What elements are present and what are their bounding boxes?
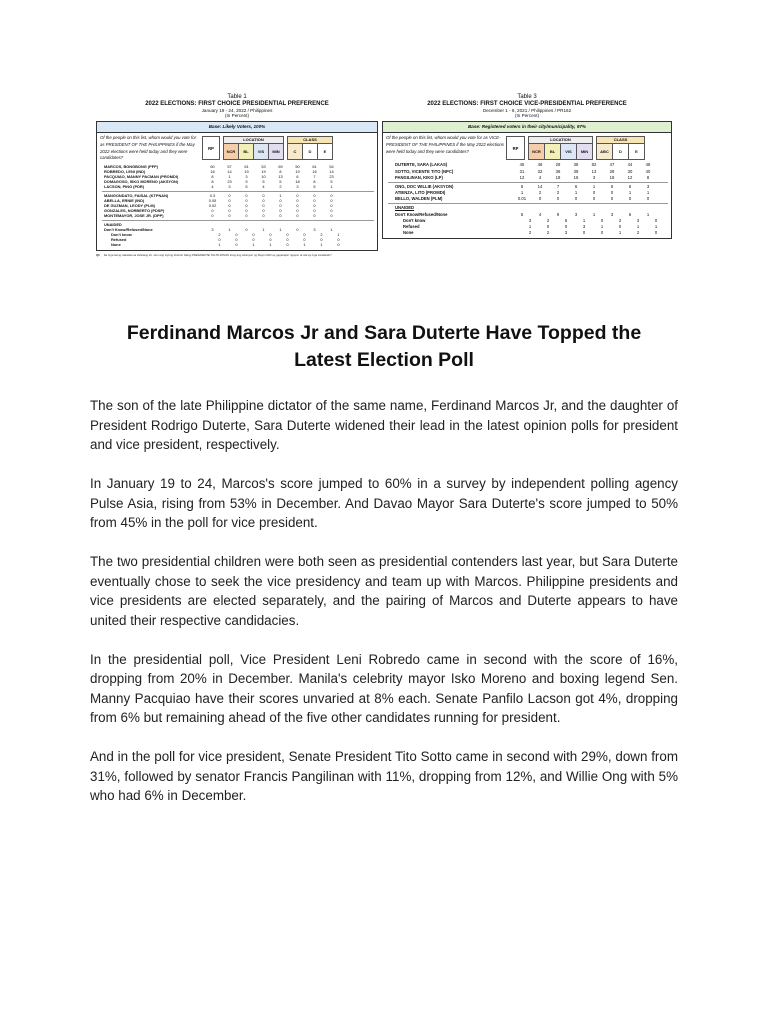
table-cell: 0 — [303, 231, 306, 237]
table-cell: 8 — [211, 179, 214, 185]
table-presidential-preference — [96, 94, 378, 257]
table-cell: 1 — [228, 226, 231, 232]
row-label: BELLO, WALDEN (PLM) — [395, 196, 443, 202]
table-cell: 1 — [218, 242, 221, 248]
column-class-abc: ABC — [596, 143, 612, 160]
table-cell: 0 — [228, 213, 231, 219]
table-cell: 30 — [627, 168, 633, 174]
table-cell: 2 — [279, 184, 282, 190]
table-cell: 0 — [330, 197, 333, 203]
table-cell: 0 — [245, 192, 248, 198]
table-cell: 1 — [528, 224, 532, 230]
row-label: ATIENZA, LITO (PROMDI) — [395, 190, 446, 196]
row-label: Refused — [111, 237, 127, 243]
table-cell: 0 — [286, 242, 289, 248]
column-headers — [506, 136, 648, 160]
table-vice-presidential-preference — [382, 94, 672, 239]
table-cell: 18 — [555, 174, 561, 180]
table-cell: 0 — [269, 237, 272, 243]
table-cell: 2 — [618, 217, 622, 223]
table-cell: 9 — [556, 211, 560, 217]
table-cell: 0 — [279, 208, 282, 214]
row-label: PACQUIAO, MANNY PACMAN (PROMDI) — [104, 174, 179, 180]
table-cell: 1 — [279, 226, 282, 232]
table-cell: 61 — [312, 163, 317, 169]
table-cell: 0 — [211, 213, 214, 219]
table-cell: 3 — [646, 183, 650, 189]
row-divider — [388, 203, 668, 204]
table-cell: 3 — [528, 217, 532, 223]
row-label: Don't know — [403, 217, 426, 223]
table-cell: 69 — [278, 163, 283, 169]
table-title: 2022 ELECTIONS: FIRST CHOICE PRESIDENTIAL PREFERENCE — [145, 100, 329, 107]
location-group-label: LOCATION — [528, 136, 593, 143]
table-cell: 19 — [244, 168, 249, 174]
table-cell: 1 — [646, 190, 650, 196]
table-row — [383, 230, 671, 236]
table-cell: 5 — [313, 184, 316, 190]
table-cell: 0 — [313, 208, 316, 214]
table-cell: 61 — [244, 163, 249, 169]
table-cell: 53 — [261, 163, 266, 169]
footnote-mark: Q6 — [96, 252, 100, 257]
article-body — [90, 396, 678, 825]
table-cell: 28 — [555, 162, 561, 168]
row-divider — [388, 182, 668, 183]
table-cell: 0 — [296, 197, 299, 203]
table-cell: 12 — [627, 174, 633, 180]
table-cell: 0 — [245, 197, 248, 203]
table-cell: 0 — [313, 192, 316, 198]
table-cell: 3 — [610, 211, 614, 217]
table-cell: 0 — [245, 203, 248, 209]
row-label: UNAIDED — [104, 221, 122, 227]
table-cell: 0 — [546, 224, 550, 230]
table-cell: 2 — [538, 190, 542, 196]
table-cell: 8 — [211, 174, 214, 180]
table-cell: 13 — [591, 168, 597, 174]
table-cell: 3 — [592, 174, 596, 180]
row-label: PANGILINAN, KIKO (LP) — [395, 174, 443, 180]
table-cell: 8 — [646, 174, 650, 180]
table-cell: 0 — [235, 231, 238, 237]
table-cell: 6 — [628, 183, 632, 189]
class-group — [596, 136, 645, 160]
row-label: DOMAGOSO, ISKO MORENO (AKSYON) — [104, 179, 179, 185]
table-cell: 0 — [228, 197, 231, 203]
table-row — [383, 196, 671, 202]
table-cell: 6 — [628, 211, 632, 217]
table-cell: 3 — [564, 230, 568, 236]
table-cell: 40 — [645, 168, 651, 174]
row-label: Don't Know/Refused/None — [395, 211, 448, 217]
location-group-label: LOCATION — [223, 136, 284, 143]
table-cell: 0 — [279, 213, 282, 219]
table-unit: (In Percent) — [515, 113, 539, 119]
article-paragraph: The son of the late Philippine dictator of the same name, Ferdinand Marcos Jr, and the daughter of President Rodrigo Duterte, Sara Duterte widened their lead in the latest opinion polls for president and vice president, respectively. — [90, 398, 678, 452]
table-row — [383, 175, 671, 181]
row-label: Don't Know/Refused/None — [104, 226, 153, 232]
table-cell: 0 — [252, 231, 255, 237]
table-cell: 0 — [262, 197, 265, 203]
table-cell: 0 — [262, 192, 265, 198]
column-class-e: E — [317, 143, 333, 160]
table-cell: 1 — [520, 190, 524, 196]
table-cell: 0 — [592, 196, 596, 202]
table-cell: 0.01 — [517, 196, 527, 202]
table-cell: 47 — [609, 162, 615, 168]
table-cell: 0 — [628, 196, 632, 202]
table-row — [97, 242, 377, 247]
table-cell: 0 — [330, 213, 333, 219]
table-cell: 1 — [654, 224, 658, 230]
row-label: ROBREDO, LENI (IND) — [104, 168, 146, 174]
table-cell: 5 — [279, 179, 282, 185]
row-label: UNAIDED — [395, 205, 415, 211]
table-cell: 23 — [227, 179, 232, 185]
table-cell: 46 — [537, 162, 543, 168]
table-header-row — [97, 133, 377, 161]
table-cell: 3 — [211, 226, 214, 232]
table-caption — [382, 94, 672, 118]
table-subtitle: January 19 - 24, 2022 / Philippines — [201, 107, 273, 113]
table-cell: 6 — [574, 183, 578, 189]
column-class-d: D — [302, 143, 317, 160]
table-cell: 1 — [600, 224, 604, 230]
table-cell: 0 — [296, 203, 299, 209]
row-label: MONTEMAYOR, JOSE JR. (DPP) — [104, 213, 164, 219]
table-cell: 0 — [228, 208, 231, 214]
table-cell: 1 — [582, 217, 586, 223]
table-cell: 0 — [646, 196, 650, 202]
table-cell: 1 — [262, 226, 265, 232]
row-label: Refused — [403, 224, 420, 230]
table-cell: 0 — [337, 237, 340, 243]
table-cell: 0 — [313, 197, 316, 203]
table-cell: 1 — [320, 242, 323, 248]
table-cell: 1 — [330, 226, 333, 232]
table-cell: 6 — [610, 183, 614, 189]
table-cell: 0 — [245, 208, 248, 214]
column-bl: BL — [544, 143, 560, 160]
poll-tables-figure — [96, 94, 672, 308]
table-number: Table 3 — [517, 94, 537, 100]
table-cell: 7 — [313, 174, 316, 180]
table-cell: 0 — [296, 213, 299, 219]
table-cell: 1 — [618, 230, 622, 236]
table-cell: 3 — [296, 184, 299, 190]
table-cell: 0 — [574, 196, 578, 202]
table-cell: 0 — [556, 196, 560, 202]
table-cell: 18 — [609, 174, 615, 180]
row-label: None — [111, 242, 121, 248]
table-number: Table 1 — [227, 94, 247, 100]
table-cell: 16 — [210, 168, 215, 174]
table-cell: 0 — [654, 217, 658, 223]
table-cell: 0 — [269, 231, 272, 237]
table-row — [97, 213, 377, 218]
table-cell: 1 — [228, 174, 231, 180]
column-ncr: NCR — [223, 143, 238, 160]
table-cell: 0 — [330, 203, 333, 209]
table-cell: 4 — [211, 184, 214, 190]
table-row — [97, 184, 377, 189]
footnote-text: Sa mga taong nakatala sa listahang ito, sino ang inyong iboboto bilang PRESIDENTE NG PILIPINAS kung ang eleksyon ng Mayo 2022 ay gaganapin ngayon at sila ay mga kandidato? — [103, 252, 332, 257]
table-frame — [382, 121, 672, 239]
table-cell: 3 — [582, 224, 586, 230]
table-cell: 3 — [313, 226, 316, 232]
table-cell: 0 — [262, 208, 265, 214]
row-label: GONZALES, NORBERTO (PDSP) — [104, 208, 165, 214]
table-cell: 2 — [636, 230, 640, 236]
table-cell: 0 — [610, 190, 614, 196]
table-cell: 23 — [329, 174, 334, 180]
table-cell: 5 — [520, 211, 524, 217]
table-cell: 0 — [245, 226, 248, 232]
table-cell: 8 — [279, 168, 282, 174]
column-class-d: D — [612, 143, 628, 160]
table-cell: 16 — [573, 174, 579, 180]
table-cell: 44 — [627, 162, 633, 168]
table-cell: 1 — [252, 242, 255, 248]
table-cell: 31 — [519, 168, 525, 174]
table-cell: 1 — [279, 192, 282, 198]
table-cell: 0 — [235, 237, 238, 243]
table-cell: 2 — [556, 190, 560, 196]
column-class-c: C — [287, 143, 302, 160]
table-cell: 0.02 — [208, 203, 217, 209]
table-cell: 38 — [573, 162, 579, 168]
column-class-e: E — [628, 143, 645, 160]
table-cell: 0 — [286, 231, 289, 237]
table-cell: 14 — [329, 168, 334, 174]
table-cell: 0 — [610, 196, 614, 202]
table-cell: 0 — [228, 203, 231, 209]
table-cell: 7 — [556, 183, 560, 189]
table-cell: 0 — [303, 237, 306, 243]
table-cell: 0 — [279, 197, 282, 203]
row-label: ONG, DOC WILLIE (AKSYON) — [395, 183, 454, 189]
table-base-bar: Base: Likely Voters, 100% — [97, 122, 377, 133]
article-headline: Ferdinand Marcos Jr and Sara Duterte Have Topped the Latest Election Poll — [126, 322, 642, 371]
table-cell: 0 — [654, 230, 658, 236]
table-cell: 0 — [337, 242, 340, 248]
table-cell: 50 — [295, 163, 300, 169]
table-cell: 4 — [262, 184, 265, 190]
table-cell: 10 — [261, 174, 266, 180]
table-cell: 54 — [329, 163, 334, 169]
table-header-row — [383, 133, 671, 160]
article-paragraph: And in the poll for vice president, Senate President Tito Sotto came in second with 29%, down from 31%, followed by senator Francis Pangilinan with 11%, dropping from 12%, and Willie Ong with 5% who had 6% in December. — [90, 749, 678, 803]
row-label: ABELLA, ERNIE (IND) — [104, 197, 145, 203]
table-subtitle: December 1 - 6, 2021 / Philippines / PR162 — [482, 107, 572, 113]
table-cell: 2 — [546, 217, 550, 223]
table-body — [383, 160, 671, 238]
table-cell: 1 — [592, 211, 596, 217]
column-bl: BL — [238, 143, 253, 160]
table-cell: 0 — [262, 203, 265, 209]
table-cell: 6 — [564, 217, 568, 223]
table-cell: 8 — [313, 179, 316, 185]
table-cell: 14 — [227, 168, 232, 174]
row-label: DUTERTE, SARA (LAKAS) — [395, 162, 448, 168]
table-cell: 12 — [519, 174, 525, 180]
location-group — [223, 136, 284, 160]
row-label: Don't know — [111, 231, 132, 237]
table-cell: 28 — [609, 168, 615, 174]
table-cell: 0 — [582, 230, 586, 236]
article-paragraph: In the presidential poll, Vice President Leni Robredo came in second with the score of 16%, dropping from 20% in December. Manila's celebrity mayor Isko Moreno and boxing legend Sen. Manny Pacquiao have their scores unvaried at 8% each. Senate Panfilo Lacson got 4%, dropping from 6% but remaining ahead of the five other candidates running for president. — [90, 651, 678, 725]
table-cell: 0 — [600, 217, 604, 223]
table-cell: 6 — [520, 183, 524, 189]
row-label: DE GUZMAN, LEODY (PLM) — [104, 203, 155, 209]
row-label: LACSON, PING (PDR) — [104, 184, 144, 190]
table-base-bar: Base: Registered voters in their city/municipality, 97% — [383, 122, 671, 133]
table-cell: 0 — [296, 208, 299, 214]
table-caption — [96, 94, 378, 118]
table-cell: 0 — [618, 224, 622, 230]
table-cell: 2 — [218, 231, 221, 237]
table-cell: 0 — [296, 192, 299, 198]
table-cell: 1 — [303, 242, 306, 248]
table-cell: 2 — [320, 231, 323, 237]
table-cell: 32 — [537, 168, 543, 174]
table-cell: 5 — [330, 179, 333, 185]
row-divider — [102, 191, 374, 192]
table-cell: 3 — [245, 174, 248, 180]
row-label: None — [403, 230, 414, 236]
table-cell: 39 — [573, 168, 579, 174]
table-unit: (In Percent) — [225, 113, 249, 119]
column-ncr: NCR — [528, 143, 544, 160]
table-cell: 16 — [312, 168, 317, 174]
table-cell: 18 — [295, 179, 300, 185]
table-cell: 0 — [235, 242, 238, 248]
table-cell: 6 — [296, 174, 299, 180]
table-cell: 45 — [519, 162, 525, 168]
table-cell: 9 — [245, 179, 248, 185]
table-cell: 0 — [592, 190, 596, 196]
table-cell: 1 — [646, 211, 650, 217]
column-rp: RP — [506, 136, 525, 160]
table-cell: 2 — [528, 230, 532, 236]
table-cell: 48 — [645, 162, 651, 168]
table-cell: 0 — [211, 208, 214, 214]
row-label: MARCOS, BONGBONG (PFP) — [104, 163, 159, 169]
table-cell: 5 — [262, 179, 265, 185]
table-cell: 2 — [546, 230, 550, 236]
table-cell: 1 — [636, 224, 640, 230]
table-cell: 82 — [591, 162, 597, 168]
location-group — [528, 136, 593, 160]
table-cell: 19 — [295, 168, 300, 174]
table-cell: 0 — [330, 208, 333, 214]
article-paragraph: In January 19 to 24, Marcos's score jumped to 60% in a survey by independent polling agency Pulse Asia, rising from 53% in December. And Davao Mayor Sara Duterte's score jumped to 50% from 45% in the poll for vice president. — [90, 476, 678, 530]
table-cell: 0 — [218, 237, 221, 243]
table-cell: 0 — [262, 213, 265, 219]
table-cell: 3 — [574, 211, 578, 217]
table-cell: 0 — [245, 213, 248, 219]
column-rp: RP — [202, 136, 220, 160]
table-footnote — [96, 251, 378, 258]
column-vis: VIS — [253, 143, 268, 160]
table-cell: 60 — [210, 163, 215, 169]
table-cell: 4 — [538, 174, 542, 180]
column-min: MIN — [268, 143, 284, 160]
table-cell: 0 — [600, 230, 604, 236]
table-cell: 1 — [574, 190, 578, 196]
table-cell: 13 — [278, 174, 283, 180]
column-headers — [202, 136, 336, 161]
table-cell: 5 — [245, 184, 248, 190]
table-cell: 0 — [313, 203, 316, 209]
table-cell: 0.05 — [208, 197, 217, 203]
row-label: MANGONDATO, FAISAL (KTPNAN) — [104, 192, 169, 198]
table-cell: 0 — [286, 237, 289, 243]
table-body — [97, 162, 377, 250]
survey-question: Of the people on this list, whom would you vote for as VICE-PRESIDENT OF THE PHILIPPINES if the May 2022 elections were held today and they were candidates? — [386, 135, 504, 154]
class-group-label: CLASS — [287, 136, 333, 143]
table-cell: 14 — [537, 183, 543, 189]
table-cell: 3 — [228, 184, 231, 190]
table-cell: 0 — [330, 192, 333, 198]
class-group — [287, 136, 333, 160]
table-cell: 0 — [313, 213, 316, 219]
table-cell: 0.3 — [209, 192, 216, 198]
table-cell: 1 — [269, 242, 272, 248]
table-cell: 0 — [228, 192, 231, 198]
table-cell: 0 — [320, 237, 323, 243]
table-cell: 1 — [628, 190, 632, 196]
table-cell: 4 — [538, 211, 542, 217]
table-cell: 0 — [564, 224, 568, 230]
table-cell: 36 — [555, 168, 561, 174]
table-cell: 3 — [636, 217, 640, 223]
table-cell: 1 — [592, 183, 596, 189]
article-paragraph: The two presidential children were both seen as presidential contenders last year, but Sara Duterte eventually chose to seek the vice presidency and team up with Marcos. Philippine presidents and vice presidents are elected separately, and the pairing of Marcos and Duterte appears to have united their respective candidacies. — [90, 554, 678, 628]
table-cell: 0 — [296, 226, 299, 232]
table-cell: 0 — [279, 203, 282, 209]
table-cell: 1 — [337, 231, 340, 237]
table-cell: 0 — [538, 196, 542, 202]
table-cell: 0 — [252, 237, 255, 243]
row-label: SOTTO, VICENTE TITO (NPC) — [395, 168, 454, 174]
table-cell: 57 — [227, 163, 232, 169]
survey-question: Of the people on this list, whom would you vote for as PRESIDENT OF THE PHILIPPINES if the May 2022 elections were held today and they were candidates? — [100, 135, 197, 161]
column-vis: VIS — [560, 143, 576, 160]
row-divider — [102, 220, 374, 221]
table-frame — [96, 121, 378, 250]
class-group-label: CLASS — [596, 136, 645, 143]
column-min: MIN — [576, 143, 593, 160]
table-cell: 19 — [261, 168, 266, 174]
table-cell: 1 — [330, 184, 333, 190]
table-title: 2022 ELECTIONS: FIRST CHOICE VICE-PRESIDENTIAL PREFERENCE — [427, 100, 627, 107]
